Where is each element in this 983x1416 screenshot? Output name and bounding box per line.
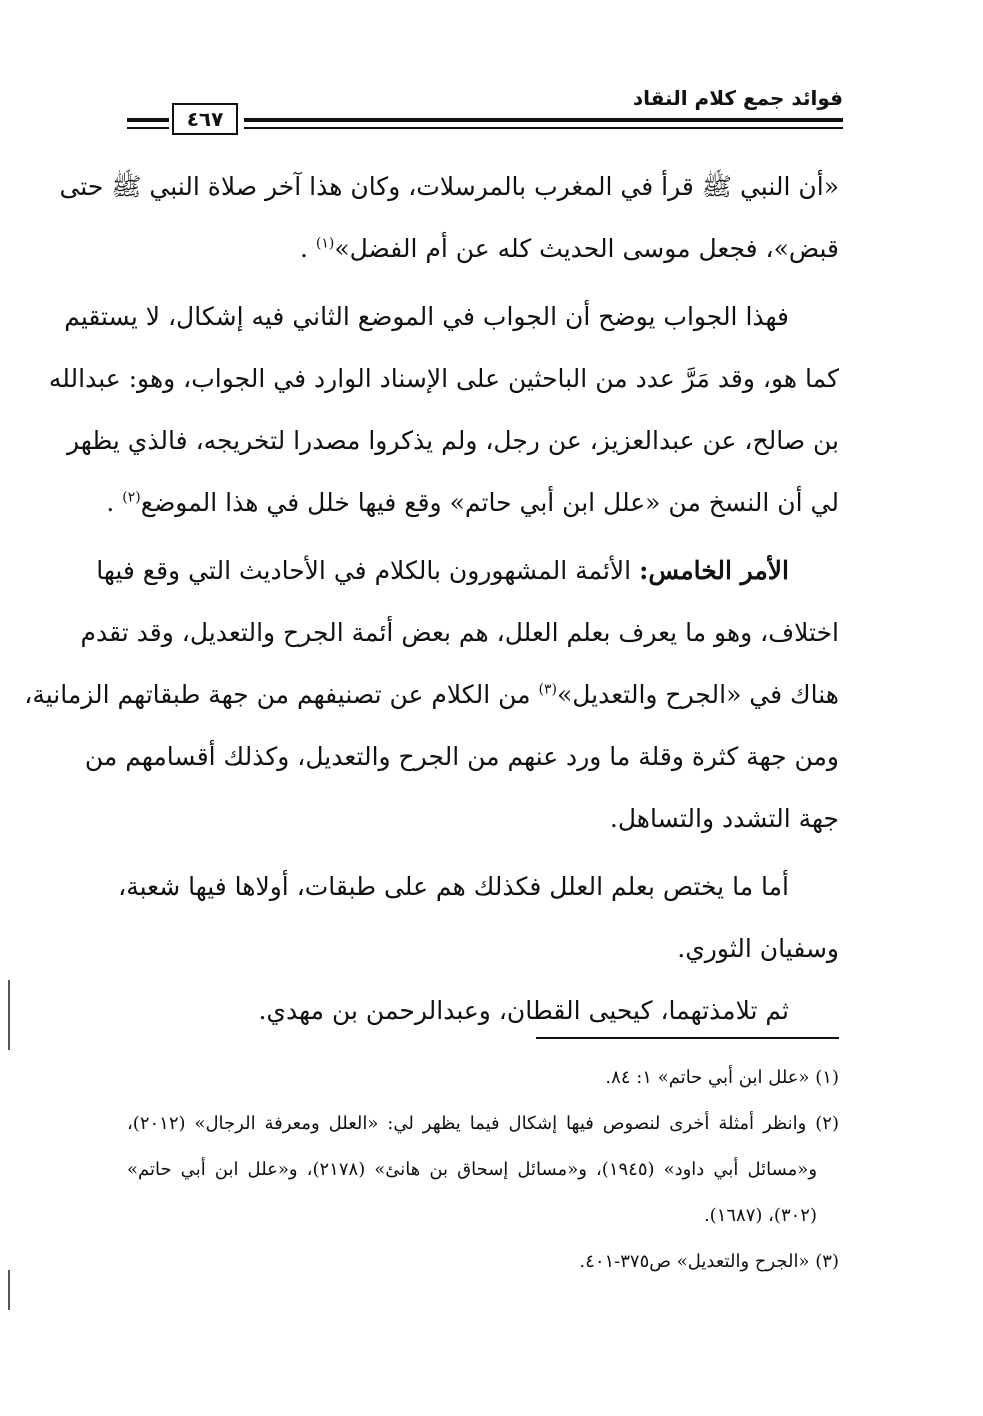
header-rule-thick bbox=[244, 118, 843, 122]
footnote-line: (١) «علل ابن أبي حاتم» ١: ٨٤. bbox=[605, 1067, 839, 1088]
text-line: بن صالح، عن عبدالعزيز، عن رجل، ولم يذكروا مصدرا لتخريجه، فالذي يظهر bbox=[67, 426, 839, 455]
section-heading: الأمر الخامس: bbox=[639, 556, 789, 585]
text-line: «أن النبي ﷺ قرأ في المغرب بالمرسلات، وكان هذا آخر صلاة النبي ﷺ حتى bbox=[59, 172, 839, 201]
text-line: اختلاف، وهو ما يعرف بعلم العلل، هم بعض أئمة الجرح والتعديل، وقد تقدم bbox=[80, 618, 839, 647]
footnote-line: و«مسائل أبي داود» (١٩٤٥)، و«مسائل إسحاق بن هانئ» (٢١٧٨)، و«علل ابن أبي حاتم» bbox=[127, 1159, 818, 1180]
body-text bbox=[24, 156, 839, 1042]
text-line: هناك في «الجرح والتعديل»$^{(٣)}$ من الكلام عن تصنيفهم من جهة طبقاتهم الزمانية، bbox=[24, 680, 839, 709]
text-line: لي أن النسخ من «علل ابن أبي حاتم» وقع فيها خلل في هذا الموضع$^{(٢)}$ . bbox=[106, 488, 839, 517]
footnote-ref: (٣) bbox=[538, 681, 557, 698]
text-line: جهة التشدد والتساهل. bbox=[609, 804, 839, 833]
footnotes bbox=[127, 1055, 839, 1285]
footnote-ref: (١) bbox=[315, 235, 335, 252]
scan-edge-mark bbox=[8, 980, 10, 1050]
header-rule-thin bbox=[244, 127, 843, 129]
footnote-separator bbox=[536, 1037, 839, 1039]
footnote-line: (٣) «الجرح والتعديل» ص٣٧٥-٤٠١. bbox=[579, 1251, 839, 1272]
text-line: الأمر الخامس: الأئمة المشهورون بالكلام في الأحاديث التي وقع فيها bbox=[96, 556, 789, 585]
footnote-line: (٣٠٢)، (١٦٨٧). bbox=[703, 1205, 817, 1226]
running-header-title: فوائد جمع كلام النقاد bbox=[632, 86, 843, 110]
footnote-ref: (٢) bbox=[122, 489, 141, 506]
footnote-line: (٢) وانظر أمثلة أخرى لنصوص فيها إشكال فيما يظهر لي: «العلل ومعرفة الرجال» (٢٠١٢)، bbox=[127, 1113, 839, 1134]
header-rule-left-thin bbox=[127, 127, 169, 129]
page-number: ٤٦٧ bbox=[172, 103, 238, 135]
header-rule-left-thick bbox=[127, 118, 169, 122]
text-line: أما ما يختص بعلم العلل فكذلك هم على طبقات، أولاها فيها شعبة، bbox=[118, 872, 789, 901]
scan-edge-mark bbox=[8, 1270, 10, 1310]
text-line: ومن جهة كثرة وقلة ما ورد عنهم من الجرح والتعديل، وكذلك أقسامهم من bbox=[84, 742, 839, 771]
text-line: وسفيان الثوري. bbox=[677, 934, 839, 963]
text-line: قبض»، فجعل موسى الحديث كله عن أم الفضل»$^{(١)}$ . bbox=[299, 234, 839, 263]
text-line: ثم تلامذتهما، كيحيى القطان، وعبدالرحمن بن مهدي. bbox=[258, 996, 789, 1025]
text-line: كما هو، وقد مَرَّ عدد من الباحثين على الإسناد الوارد في الجواب، وهو: عبدالله bbox=[48, 364, 839, 393]
text-line: فهذا الجواب يوضح أن الجواب في الموضع الثاني فيه إشكال، لا يستقيم bbox=[64, 302, 789, 331]
